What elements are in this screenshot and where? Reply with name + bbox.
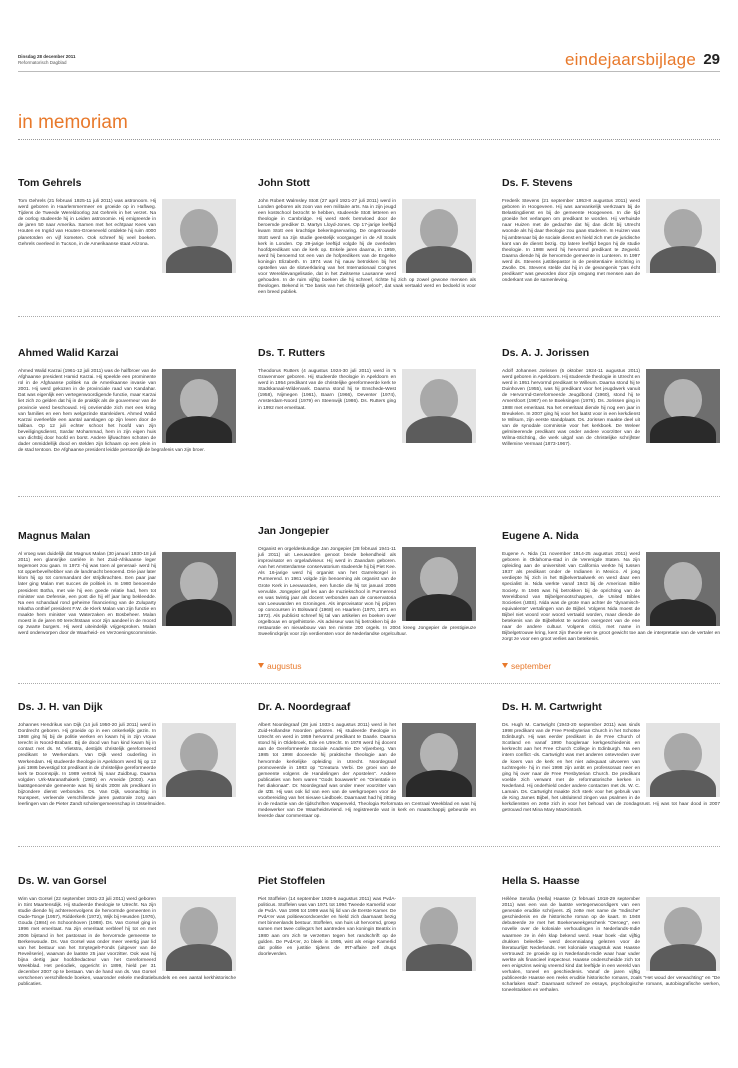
obituary-text: John Robert Walmsley Stott (27 april 1921-27 juli 2011) werd in Londen geboren als zoon van een militaire arts. Na in zijn jeugd een kostschool bezocht te hebben, studeerde Stott letteren en theologie in Cambridge. Hij werd sterk beïnvloed door de beroemde prediker D. Martyn Lloyd-Jones. Op 17-jarige leeftijd kwam Stott een krachtige bekeringservaring. De ongetrouwde Stott werd na zijn studie geestelijk voorganger in de All Souls kerk in Londen. Op 29-jarige leeftijd volgde hij de overleden hoofdpredikant van de kerk op. Enkele jaren daarna, in 1959, werd hij benoemd tot een van de hofpredikers van de Engelse koningin Elizabeth. In 1974 was hij nauw betrokken bij het opstellen van de slotverklaring van het Internationaal Congres voor Wereldevangelisatie, dat in het Zwitserse Lausanne werd gehouden. In de ruim vijftig boeken die hij schreef, richtte hij zich op zowel gewone mensen als theologen. Bekend is "De basis van het christelijk geloof", dat vaak vertaald werd en bedoeld is voor een breed publiek.: [258, 199, 476, 296]
obituary-name: Eugene A. Nida: [502, 530, 579, 542]
obituary-name: Jan Jongepier: [258, 525, 330, 537]
obituary-name: Magnus Malan: [18, 530, 91, 542]
portrait-photo: [646, 552, 720, 626]
obituary-a-j-jorissen: [502, 347, 720, 448]
row-divider: [18, 496, 720, 497]
obituary-name: Ds. J. H. van Dijk: [18, 701, 103, 713]
obituary-text: Wim van Gorsel (22 september 1931-23 juli 2011) werd geboren in Sint Maartensdijk. Hij studeerde theologie te Utrecht. Na zijn studie diende hij achtereenvolgens de hervormde gemeenten in Oude-Tonge (1957), Ridderkerk (1972), Wijk bij Heusden (1976), Gouda (1984) en Schoonhoven (1988). Ds. Van Gorsel ging in 1996 met emeritaat. Na zijn emeritaat verbleef hij tot en met 2006 bijstand in het pastoraat in de hervormde gemeente te Berkenwoude. Ds. Van Gorsel was onder meer veertig jaar lid van het bestuur van het Smytegelt-Fonds (uitgever van de Reveilserie), waarvan de laatste 25 jaar voorzitter. Ook was hij bijna dertig jaar hoofdredacteur van het Gereformeerd Weekblad. Het periodiek, opgericht in 1899, hield per 31 december 2007 op te bestaan. Van de hand van ds. Van Gorsel verschenen verschillende boeken, waaronder enkele meditatiebundels en een aantal kerkhistorische publicaties.: [18, 897, 236, 988]
obituary-john-stott: [258, 177, 476, 297]
portrait-photo: [646, 723, 720, 797]
portrait-photo: [402, 897, 476, 971]
obituary-text: Tom Gehrels (21 februari 1925-11 juli 2011) was astronoom. Hij werd geboren in Haarlemmermeer en groeide op in Haflweg. Tijdens de Tweede Wereldoorlog zat Gehrels in het verzet. Na de oorlog studeerde hij in Leiden astronomie. Hij emigreerde in de jaren 50 naar Amerika. Samen met het echtpaar Kees van Houten en Ingrid van Houten-Groeneveld ontdekte hij ruim 4000 planetoïden en vijf kometen. Ook schreef hij veel boeken. Gehrels overleed in Tucson, in de Amerikaanse staat Arizona.: [18, 199, 156, 247]
obituary-text: Piet Stoffelen (14 september 1928-5 augustus 2011) was PvdA-politicus. Stoffelen was van 1971 tot 1994 Tweede Kamerlid voor de PvdA. Van 1996 tot 1999 was hij lid van de Eerste Kamer. De PvdA'er was politiewoordvoerder en hield zich daarnaast bezig met binnenlands bestuur. Stoffelen, van huis uit hervormd, groep samen met twee collega's het aantreden van koningin Beatrix in 1980 aan om zich te verzetten tegen het randschrift op de gulden. De PvdA'er, zo bleek in 1995, wist als enige Kamerlid dat politie en justitie tijdens de IRT-affaire zelf drugs doorleverden.: [258, 897, 396, 957]
row-divider: [18, 846, 720, 847]
obituary-name: Ds. H. M. Cartwright: [502, 701, 602, 713]
portrait-photo: [646, 897, 720, 971]
obituary-a-noordegraaf: [258, 701, 476, 821]
month-marker-august: augustus: [258, 661, 302, 671]
obituary-name: Ahmed Walid Karzai: [18, 347, 119, 359]
obituary-magnus-malan: [18, 530, 236, 637]
obituary-name: Dr. A. Noordegraaf: [258, 701, 351, 713]
obituary-piet-stoffelen: [258, 875, 476, 974]
obituary-h-m-cartwright: [502, 701, 720, 814]
obituary-jan-jongepier: [258, 525, 476, 638]
obituary-text: Hélène Serafia (Hella) Haasse (2 februari 1918-29 september 2011) was een van de laatste vertegenwoordigers van een generatie eruditie schrijvers. Zij zette met name de "Indische" geschiedenis en de historische roman op de kaart. In 1948 debuteerde ze met het Boekenweekgeschenk "Oeroeg", een novelle over de koloniale verhoudingen in Nederlands-Indië waarmee ze in één klap bekend werd. Haar boek -dat vijftig drukken beleefde- werd decennialang gelezen voor de literatuurlijst Nederlands. Het koloniale vraagstuk was Haasse vertrouwd: ze groeide op in Nederlands-Indië waar haar vader werkte als financieel inspecteur. Haasse onderscheidde zich tot een enigszins weinig vreemd kind dat leeftijde in een wereld van verhalen, toneel en geschiedenis. Vanaf de jaren vijftig publiceerde Haasse een reeks eruditie historische romans, zoals "Het woud der verwachting" en "De scharlaken stad". Daarnaast schreef ze essays, psychologische romans, autobiografische werken, toneelstukken en verhalen.: [502, 897, 720, 994]
section-title: in memoriam: [18, 112, 128, 133]
obituary-t-rutters: [258, 347, 476, 446]
obituary-text: Al vroeg was duidelijk dat Magnus Malan (30 januari 1930-18 juli 2011) een glansrijke carrière in het Zuid-Afrikaanse leger tegemoet zou gaan. In 1973 -hij was toen al generaal- werd hij tot opperbevelhebber van de landmacht benoemd. Drie jaar later klom hij op tot commandant der strijdkrachten. Een paar jaar later ging Malan met succes de politiek in. In 1980 benoemde president Botha, met wie hij een goede relatie had, hem tot minister van Defensie, een post die hij elf jaar lang bekleedde. Na een schandaal rond geheime financiering van de Zuluparty Inkatha onthief president F.W. de Klerk Malan van zijn functie en maakte hem minister van Waterzaken en Bosbeheer. Malan moest in de jaren 90 terechtstaan voor zijn aandeel in de moord op zwarte burgers. Hij werd uiteindelijk vrijgesproken. Malan werd onderworpen door de Waarheid- en Verzoeningscommissie.: [18, 552, 158, 637]
portrait-photo: [402, 369, 476, 443]
obituary-j-h-van-dijk: [18, 701, 236, 808]
portrait-photo: [402, 723, 476, 797]
portrait-photo: [646, 199, 720, 273]
portrait-photo: [162, 552, 236, 626]
obituary-name: Tom Gehrels: [18, 177, 82, 189]
portrait-photo: [162, 369, 236, 443]
portrait-photo: [646, 369, 720, 443]
obituary-text: Ahmed Walid Karzai (1961-12 juli 2011) was de halfbroer van de Afghaanse president Hamid Karzai. Hij speelde een prominente rol in de Afghaanse politiek na de Amerikaanse invasie van 2001. Hij werd gekozen in de provinciale raad van Kandahar. Dat was eigenlijk een vertegenwoordigende functie, maar Karzai liet zich zo gelden dat hij in de praktijk als de gouverneur van de provincie werd beschouwd. Hij onvriendde zich met een kring van families en een hem welgezinde stamleiders. Ahmed Walid Karzai overleefde een aantal aanslagen op zijn leven door de taliban. Op 12 juli echter schoot het hoofd van zijn beveiligingsdienst, Sardar Mohammad, hem in zijn eigen huis van dichtbij door hoofd en borst. Andere lijfwachten schoten de dader onmiddellijk dood en stelden zijn lichaam op een plein in de stad tentoon. De Afghaanse president leidde persoonlijk de begrafenis van zijn broer.: [18, 369, 205, 454]
portrait-photo: [402, 547, 476, 621]
obituary-text: Albert Noordegraaf (28 juni 1933-1 augustus 2011) werd in het Zuid-Hollandse Noorden geboren. Hij studeerde theologie in Utrecht en werd in 1959 hervormd predikant te Daarle. Daarna stond hij in Oldebroek, Ede en Utrecht. In 1978 werd hij docent aan de Gereformeerde Sociale Academie De Vijverberg. Van 1985 tot 1998 doceerde hij praktische theologie aan de hervormde kerkelijke opleiding in Utrecht. Noordegraaf promoveerde in 1983 op "Creatura Verbi. De groei van de gemeente volgens de Handelingen der Apostelen". Andere publicaties van hem waren "Gods bouwwerk" en "Orientatie in het diakonaat". Dr. Noordegraaf was onder meer voorzitter van de IZB. Hij was ook lid van een van de werkgroepen voor de voorbereiding van het nieuwe Liedboek. Daarnaast had hij zitting in de redactie van de tijdschriften Wapenveld, Theologia Reformata en Centraal Weekblad en was hij medewerker van De Waarheidsvriend. Hij registreerde wat in kerk en maatschappij gebeurde en leverde daar commentaar op.: [258, 723, 476, 820]
obituary-text: Frederik Stevens (21 september 1953-8 augustus 2011) werd geboren in Hoogeveen. Hij was aanvankelijk werkzaam bij de Belastingdienst en bij de gemeente Hoogeveen. In die tijd groeide het verlangen om predikant te worden. Hij verhuisde naar Huizen met de gedachte dat hij dan dicht bij Utrecht woonde als hij daar theologie zou gaan studeren. In Huizen was hij ambtenaar bij de sociale dienst en hield zich met de juridische kant van de dienst bezig. Op latere leeftijd begon hij de studie theologie. In 1988 werd hij hervormd predikant te Zegveld. Daarna diende hij de hervormde gemeente in Lunteren. In 1997 werd ds. Stevens justitiepastor in de penitentiaire inrichting in Zwolle. Ds. Stevens stelde dat hij in de gevangenis "pas écht predikant" was geworden door zijn omgang met mensen aan de onderkant van de samenleving.: [502, 199, 640, 284]
obituary-text: Ds. Hugh M. Cartwright (1943-20 september 2011) was sinds 1998 predikant van de Free Presbyterian Church in het Schotse Edinburgh. Hij was eerder predikant in de Free Church of Scotland en vanaf 1990 hoogleraar kerkgeschiedenis en kerkrecht aan het Free Church College in Edinburgh. Na een intern conflict -ds. Cartwright was met anderen ontevreden over de koers van de kerk en het niet adequaat uitvoeren van tuchtregels- hij in mei 1998 zijn ambt en professoraat neer en ging hij over naar de Free Presbyterian Church. De predikant voelde zich verwant met de reformatorische kerken in Nederland. Hij onderhield onder andere contacten met ds. W. C. Lamain. Ds. Cartwright maakte zich sterk voor het gebruik van de King James Bijbel, het uitsluitend zingen van psalmen in de kerkdiensten en zette zich in voor het behoud van de zondagsrust. Hij was tot haar dood in 2007 getrouwd met Mina Mary MacKintosh.: [502, 723, 720, 814]
obituary-name: Ds. A. J. Jorissen: [502, 347, 590, 359]
obituary-text: Organist en orgeldeskundige Jan Jongepier (28 februari 1941-11 juli 2011) uit Leeuwarden genoot brede bekendheid als improvisator en orgeladviseur. Hij werd in Zaandam geboren. Aan het Amsterdamse conservatorium studeerde hij bij Piet Kee. Als 16-jarige werd hij organist van het Garrelsorgel in Purmerend. In 1961 volgde zijn benoeming als organist van de Grote Kerk in Leeuwarden, een functie die hij tot januari 2006 vervulde. Jongepier gaf les aan de muziekschool in Purmerend en was twintig jaar als docent verbonden aan de conservatoria van Leeuwarden en Groningen. Als improvisator won hij prijzen op concoursen in Bolsward (1968) en Haarlem (1970, 1971 en 1972). Als publicist schreef hij tal van artikelen en boeken over orgelbouw en orgelhistorie. Als adviseur was hij betrokken bij de restauratie en nieuwbouw van ten minste 200 orgels. In 2004 kreeg Jongepier de prestigieuze Sweelinckprijs voor zijn verdiensten voor de Nederlandse orgelcultuur.: [258, 547, 476, 638]
obituary-name: Hella S. Haasse: [502, 875, 580, 887]
masthead-rule: [18, 71, 720, 72]
portrait-photo: [402, 199, 476, 273]
portrait-photo: [162, 897, 236, 971]
obituary-hella-s-haasse: [502, 875, 720, 995]
portrait-photo: [162, 723, 236, 797]
obituary-tom-gehrels: [18, 177, 236, 276]
obituary-name: Piet Stoffelen: [258, 875, 326, 887]
page-number: 29: [703, 51, 720, 68]
row-divider: [18, 316, 720, 317]
obituary-text: Eugene A. Nida (11 november 1914-25 augustus 2011) werd geboren in Oklahoma-stad in de Verenigde Staten. Na zijn opleiding aan de universiteit van California werkte hij tussen 1937 als predikant onder de Indianen in Mexico. Al jong verdiepte hij zich in het Bijbelvertaalwerk en werd daar een specialist in. Nida werkte vanaf 1943 bij de American Bible Society. In 1946 was hij betrokken bij de oprichting van de Wereldbond van Bijbelgenootschappen, de United Bibles Societies (UBS). Nida was de grote man achter de "dynamisch-equivalente" vertalingen van de Bijbel. Volgens Nida moest de Bijbel niet woord voor woord vertaald worden, maar diende de betekenis van de Bijbeltekst te worden overgezet van de ene naar de andere cultuur. Volgens critici, met name in Bijbelgetrouwe kring, kent zijn theorie een te groot gewicht toe aan de interpretatie van de vertaler en zorgt ze voor een groot verlies aan betekenis.: [502, 552, 720, 643]
obituary-ahmed-walid-karzai: [18, 347, 236, 454]
portrait-photo: [162, 199, 236, 273]
obituary-eugene-a-nida: [502, 530, 720, 643]
obituary-name: Ds. W. van Gorsel: [18, 875, 107, 887]
masthead-section: eindejaarsbijlage: [565, 50, 696, 69]
obituary-f-stevens: [502, 177, 720, 284]
obituary-w-van-gorsel: [18, 875, 236, 988]
obituary-name: Ds. F. Stevens: [502, 177, 573, 189]
obituary-text: Theodorus Rutters (4 augustus 1924-30 juli 2011) werd in 's Gravenmoer geboren. Hij studeerde theologie in Apeldoorn en werd in 1954 predikant van de christelijke gereformeerde kerk te Stadskanaal-Wildervank. Daarna stond hij te Enschede-West (1958), Nijmegen (1961), Baarn (1966), Deventer (1974), Amsterdam-Noord (1979) en Steenwijk (1986). Ds. Rutters ging in 1992 met emeritaat.: [258, 369, 396, 411]
masthead-paper: Reformatorisch Dagblad: [18, 60, 67, 65]
obituary-text: Johannes Hendrikus van Dijk (14 juli 1950-20 juli 2011) werd in Dordrecht geboren. Hij groeide op in een onkerkelijk gezin. In 1968 ging hij bij de politie werken en kwam hij in zijn vrouw terecht in Noord-Brabant. Bij de dood van hun kind kwam hij in contact met ds. M. Vlietstra, destijds christelijk gereformeerd predikant te Werkendam. Van Dijk werd ouderling in Werkendam. Hij studeerde theologie in Apeldoorn werd hij op 12 juni 1986 bevestigd tot predikant in de christelijke gereformeerde kerk te Doornspijk. In 1989 vertrok hij naar Zuidbrug. Daarna volgden Urk-Maranathakerk (1993) en Ameide (2003). Aan laatstgenoemde gemeente was hij sinds 2008 als predikant in bijzondere dienst verbonden. Ds. Van Dijk, woonachtig in Nunspeet, verleende verschillende jaren pastorale zorg aan leerlingen van de Pieter Zandt scholengemeenschap in IJsselmuiden.: [18, 723, 166, 808]
masthead-date: Dinsdag 28 december 2011: [18, 54, 76, 59]
month-marker-september: september: [502, 661, 551, 671]
obituary-name: Ds. T. Rutters: [258, 347, 326, 359]
section-title-rule: [18, 139, 720, 140]
obituary-text: Adolf Johannes Jorissen (5 oktober 1924-11 augustus 2011) werd geboren in Apeldoorn. Hij studeerde theologie in Utrecht en werd in 1951 hervormd predikant te Willeum. Daarna stond hij te Duinhoven (1955), was hij predikant voor het jeugdwerk vanuit de Hervormd-Gereformeerde Jeugdbond (1960), stond hij te Amersfoort (1967) en te Boeksingen (1976). Ds. Jorissen ging in 1988 met emeritaat. Na het emeritaat diende hij nog een jaar in Breukelen. In 2007 ging hij voor het laatst voor in een kerkdienst te Wilsum, zijn eerste standplaats. Ds. Jorissen maakte deel uit van de synodale commissie voor het kerkboek. De Weleer gelmiteerende predikant was onder andere voorzitter van de Wilma-Stichting, die werk uitgaf van de christelijke schrijfster Willemine Vermaat (1873-1967).: [502, 369, 640, 448]
row-divider: [18, 683, 720, 684]
masthead: [18, 38, 720, 78]
obituary-name: John Stott: [258, 177, 310, 189]
